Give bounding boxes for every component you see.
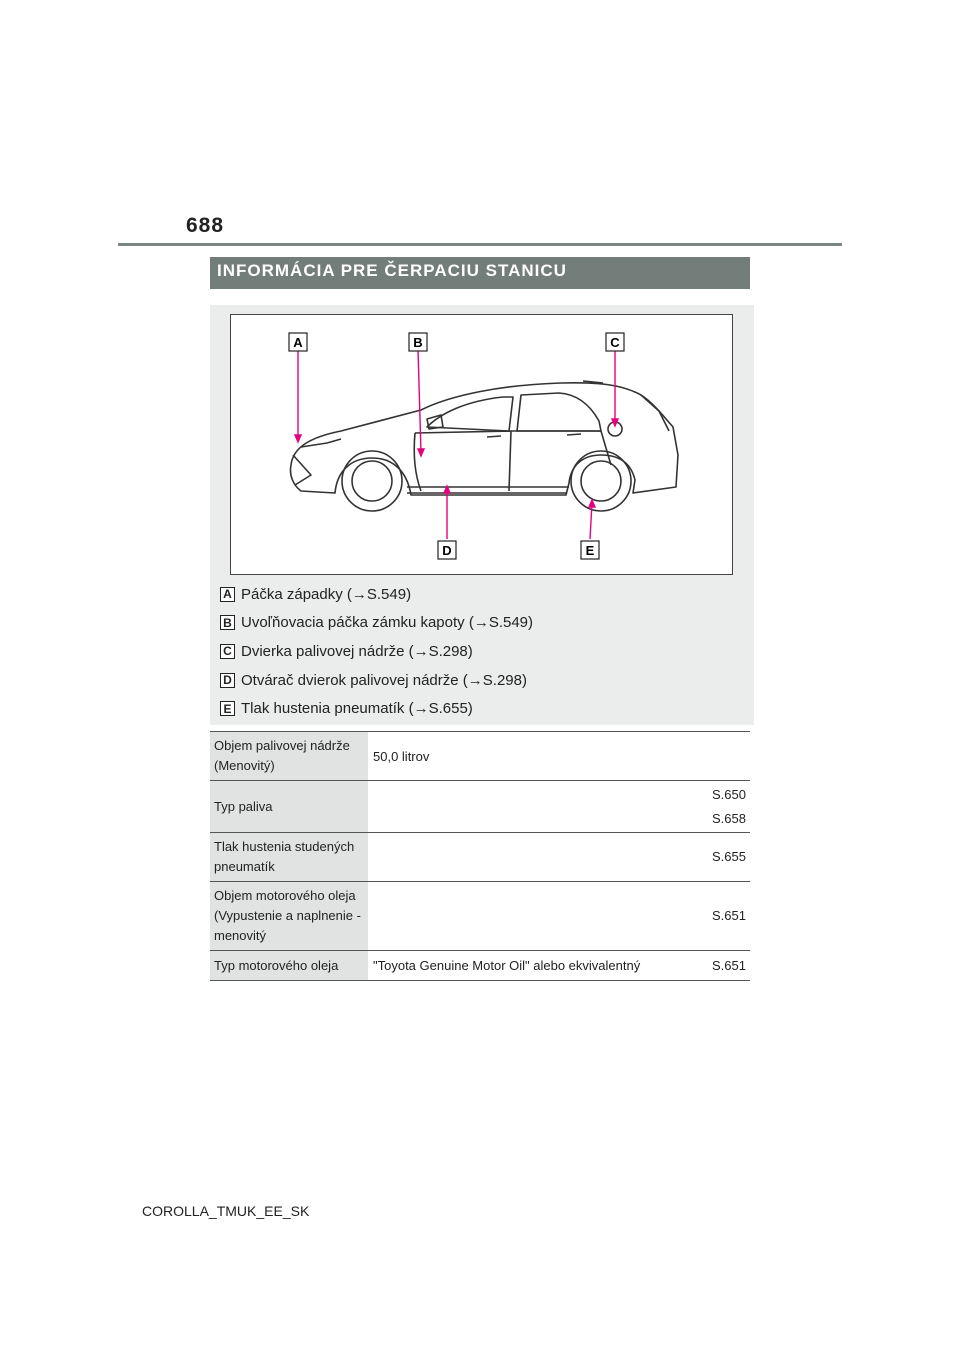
callout-item-d: [220, 666, 740, 695]
page-reference[interactable]: S.651: [712, 957, 746, 973]
page-reference[interactable]: S.658: [712, 810, 746, 826]
callout-badge: B: [220, 615, 235, 630]
row-value: [368, 781, 686, 833]
row-value: [368, 882, 686, 951]
diagram-labels: [289, 333, 624, 559]
callout-text: Páčka západky (→S.549): [241, 585, 412, 603]
row-ref: [686, 951, 750, 981]
callout-item-e: [220, 694, 740, 723]
document-footer: COROLLA_TMUK_EE_SK: [142, 1203, 310, 1219]
row-label: Objem motorového oleja (Vypustenie a naplnenie - menovitý: [210, 882, 368, 951]
table-row: [210, 781, 750, 833]
page-reference[interactable]: S.655: [712, 849, 746, 864]
page-reference[interactable]: S.651: [712, 908, 746, 923]
row-ref: [686, 781, 750, 833]
row-label: Tlak hustenia studených pneumatík: [210, 833, 368, 882]
callout-list: [220, 580, 740, 723]
car-illustration: [231, 315, 734, 576]
row-label: Typ motorového oleja: [210, 951, 368, 981]
callout-badge: E: [220, 701, 235, 716]
table-row: [210, 732, 750, 781]
callout-badge: C: [220, 644, 235, 659]
car-diagram: [230, 314, 733, 575]
callout-item-b: [220, 609, 740, 638]
row-label: Objem palivovej nádrže (Menovitý): [210, 732, 368, 781]
label-e: E: [585, 543, 595, 558]
label-a: A: [293, 335, 303, 350]
callout-lines: [295, 349, 618, 539]
row-ref: [686, 882, 750, 951]
row-ref: [686, 732, 750, 781]
label-d: D: [442, 543, 452, 558]
row-value: "Toyota Genuine Motor Oil" alebo ekvivalentný: [368, 951, 686, 981]
row-value: 50,0 litrov: [368, 732, 686, 781]
row-ref: [686, 833, 750, 882]
page-reference[interactable]: S.650: [712, 786, 746, 802]
fuel-info-table: [210, 731, 750, 981]
callout-text: Dvierka palivovej nádrže (→S.298): [241, 642, 473, 660]
callout-text: Tlak hustenia pneumatík (→S.655): [241, 700, 473, 718]
section-title: INFORMÁCIA PRE ČERPACIU STANICU: [210, 257, 750, 289]
row-label: Typ paliva: [210, 781, 368, 833]
row-value: [368, 833, 686, 882]
label-c: C: [610, 335, 620, 350]
callout-badge: A: [220, 587, 235, 602]
header-rule: [118, 243, 842, 246]
table-row: [210, 951, 750, 981]
callout-text: Otvárač dvierok palivovej nádrže (→S.298): [241, 671, 527, 689]
car-outline: [290, 381, 678, 511]
callout-text: Uvoľňovacia páčka zámku kapoty (→S.549): [241, 614, 534, 632]
label-b: B: [413, 335, 423, 350]
callout-item-c: [220, 637, 740, 666]
table-row: [210, 833, 750, 882]
callout-badge: D: [220, 673, 235, 688]
callout-item-a: [220, 580, 740, 609]
table-row: [210, 882, 750, 951]
page-number: 688: [186, 214, 225, 237]
